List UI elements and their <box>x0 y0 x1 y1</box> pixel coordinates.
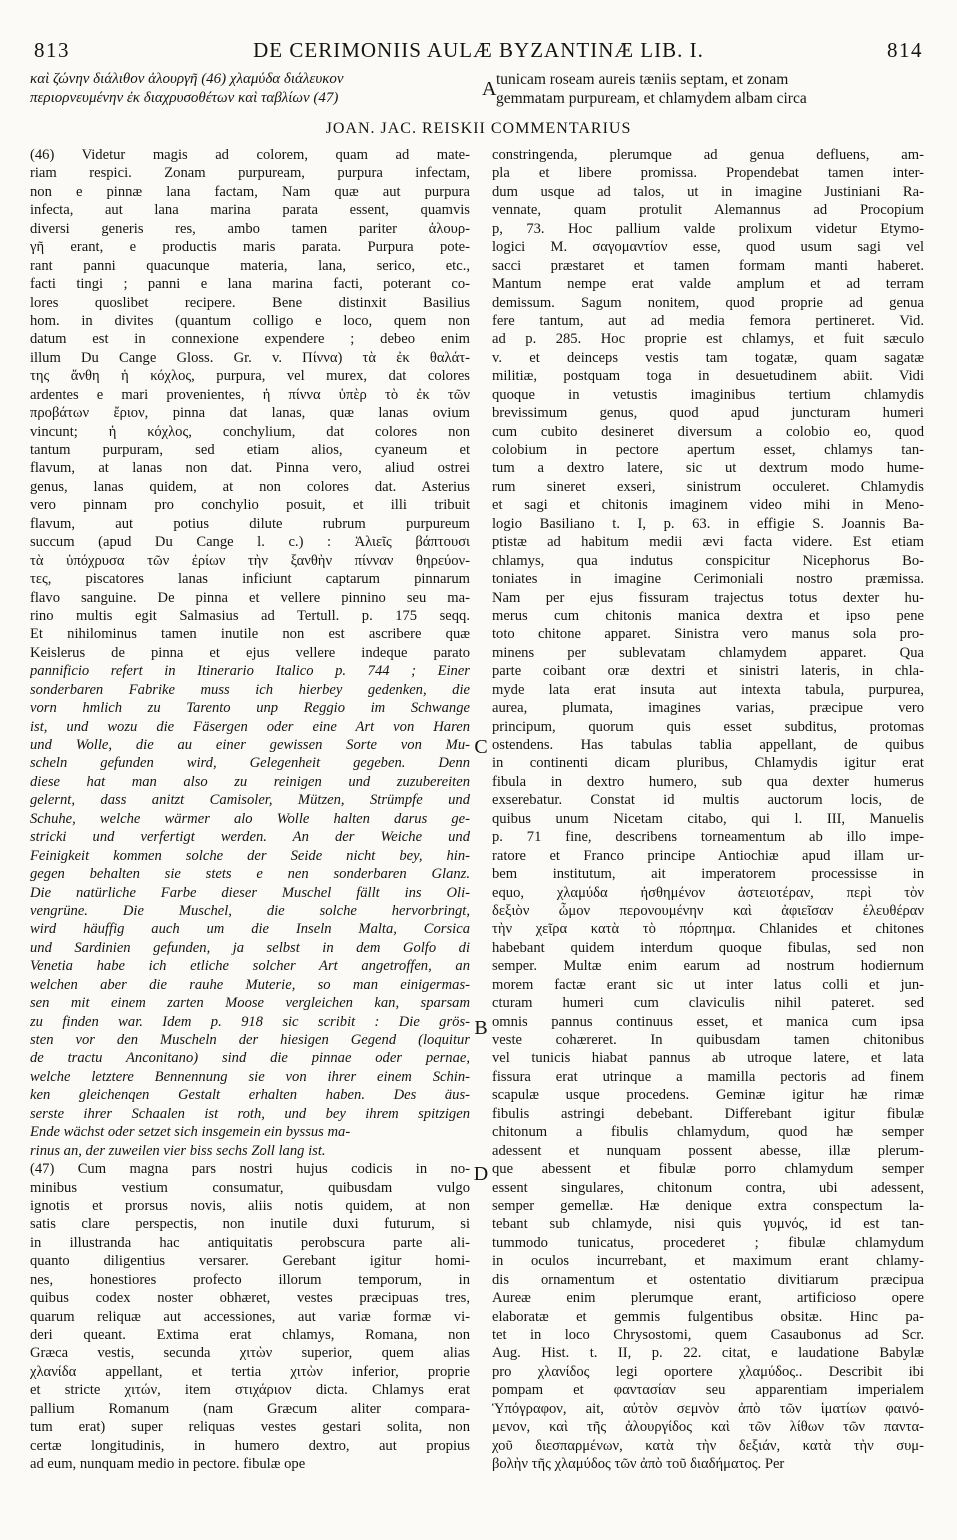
text-line: v. et deinceps vestis tam togatæ, quam sagatæ <box>492 349 924 366</box>
text-line: cum cubito desineret diversum a colobio eo, quod <box>492 423 924 440</box>
text-line: semper. Multæ enim earum ad nostrum hodiernum <box>492 958 924 975</box>
commentary-left-column <box>30 146 470 1474</box>
text-line: scapulæ usque procedens. Geminæ igitur hæ rimæ <box>492 1087 924 1104</box>
text-line: riam respici. Zonam purpuream, purpura infectam, <box>30 165 470 182</box>
text-line: serste ihrer Schaalen ist roth, und bey ihrem spitzigen <box>30 1105 470 1122</box>
text-line: semper gemellæ. Hæ denique extra conspectum la- <box>492 1197 924 1214</box>
text-line: tum a dextro latere, sic ut dextrum modo hume- <box>492 460 924 477</box>
text-line: welche letztere Bennennung sie von ihrer einem Schin- <box>30 1068 470 1085</box>
margin-letter-b: B <box>474 1017 488 1039</box>
text-line: in oculos incurrebant, et maximum erant chlamy- <box>492 1253 924 1270</box>
text-line: της ἄνθη ἡ κόχλος, purpura, vel murex, dat colores <box>30 368 470 385</box>
text-line: merus cum chitonis manica dextra et ipso pene <box>492 607 924 624</box>
text-line: und Sardinien gefunden, ja selbst in dem Golfo di <box>30 939 470 956</box>
text-line: τες, piscatores lanas inficiunt captarum pinnarum <box>30 571 470 588</box>
text-line: vengrüne. Die Muschel, die solche hervorbringt, <box>30 902 470 919</box>
text-line: προβάτων ἔριον, pinna dat lanas, quæ lanas ovium <box>30 405 470 422</box>
text-line: non e pinnæ lana factam, Nam quæ aut purpura <box>30 183 470 200</box>
text-line: bem institutum, ait imperatorem processisse in <box>492 866 924 883</box>
text-line: essent singulares, chitonum contra, ubi adessent, <box>492 1179 924 1196</box>
text-line: ad eum, nunquam medio in pectore. fibulæ ope <box>30 1456 306 1473</box>
text-line: Ὑπόγραφον, ait, αὐτὸν σεμνὸν ἀπὸ τῶν ἱματίων φαινό- <box>492 1400 924 1417</box>
text-line: (47) Cum magna pars nostri hujus codicis in no- <box>30 1161 470 1178</box>
text-line: fibula in dextro humero, sub qua dexter humerus <box>492 773 924 790</box>
text-line: exserebatur. Constat id multis auctorum locis, de <box>492 792 924 809</box>
text-line: pla et libere promissa. Propendebat tamen inter- <box>492 165 924 182</box>
text-line: χοῦ διεσπαρμένων, κατὰ τὴν δεξιάν, κατὰ τὴν συμ- <box>492 1437 924 1454</box>
text-line: wird häuffig auch um die Inseln Malta, Corsica <box>30 921 470 938</box>
text-line: gegen behalten sie stets e nen sonderbaren Glanz. <box>30 866 470 883</box>
text-line: sten vor den Muscheln der hiesigen Gegend (loquitur <box>30 1032 470 1048</box>
text-line: nes, honestiores profecto illorum temporum, in <box>30 1271 470 1288</box>
text-line: δεξιὸν ὦμον περονουμένην καὶ ἀφιεῖσαν ἐλευθέραν <box>492 902 924 919</box>
text-line: demissum. Sagum nonitem, quod proprie ad genua <box>492 294 924 311</box>
text-line: gelernt, dass anitzt Camisoler, Mützen, Strümpfe und <box>30 792 470 809</box>
text-line: quanto diligentius versarer. Gerebant igitur homi- <box>30 1253 470 1270</box>
text-line: ignotis et prorsus novis, aliis notis quidem, at non <box>30 1197 470 1214</box>
text-line: parte coibant oræ dextri et sinistri lateris, in chla- <box>492 663 924 680</box>
text-line: Mantum nempe erat valde amplum et ad terram <box>492 276 924 293</box>
text-line: tantum purpuram, sed etiam alios, cyaneum et <box>30 442 470 458</box>
text-line: principum, quorum quis esset subditus, protomas <box>492 718 924 735</box>
text-line: minibus vestium consumatur, quibusdam vulgo <box>30 1179 470 1196</box>
text-line: tummodo tunicatus, procederet ; fibulæ chlamydum <box>492 1234 924 1251</box>
text-line: dum usque ad talos, ut in imagine Justiniani Ra- <box>492 183 924 200</box>
running-head <box>34 38 923 63</box>
text-line: aurea, plumata, imagines varias, præcipue vero <box>492 700 924 717</box>
text-line: morem factæ erant sic ut inter latus colli et jun- <box>492 976 924 993</box>
text-line: pallium Romanum (nam Græcum aliter compara- <box>30 1400 470 1417</box>
text-line: et sagi et chitonis imaginem video mihi in Meno- <box>492 497 924 514</box>
text-line: μενον, καὶ τῆς ἀλουργίδος καὶ τῶν λίθων τῶν παντα- <box>492 1419 924 1436</box>
latin-translation-line-2: gemmatam purpuream, et chlamydem albam circa <box>496 90 807 107</box>
text-line: Keislerus de pinna et ejus vellere indeque parato <box>30 644 470 661</box>
text-line: colobium in pectore apertum esset, chlamys tan- <box>492 442 924 458</box>
text-line: und Wolle, die au einer gewissen Sorte von Mu- <box>30 737 470 753</box>
page-number-left: 813 <box>34 38 70 62</box>
text-line: quibus codex noster obhæret, vestes præcipuas tres, <box>30 1290 470 1307</box>
text-line: τὰ ὑπόχρυσα τῶν ἐρίων τὴν ξανθὴν πίνναν θηρεύον- <box>30 552 470 569</box>
text-line: pannificio refert in Itinerario Italico p. 744 ; Einer <box>30 663 470 680</box>
text-line: diese hat man also zu reinigen und zuzubereiten <box>30 773 470 790</box>
text-line: elaboratæ et gemmis fulgentibus obsitæ. Hinc pa- <box>492 1308 924 1325</box>
text-line: chlamys, qua indutus conspicitur Nicephorus Bo- <box>492 552 924 569</box>
text-line: omnis pannus continuus esset, et manica cum ipsa <box>492 1013 924 1030</box>
text-line: vero pinnam pro conchylio posuit, et illi tribuit <box>30 497 470 514</box>
text-line: vennate, quam protulit Alemannus ad Procopium <box>492 202 924 219</box>
text-line: stricki und verfertigt werden. An der Weiche und <box>30 829 470 846</box>
text-line: vincunt; ἡ κόχλος, conchylium, dat colores non <box>30 423 470 440</box>
text-line: tet in loco Chrysostomi, quem Casaubonus ad Scr. <box>492 1327 924 1343</box>
text-line: logici M. σαγομαντίον esse, quod usum sagi vel <box>492 239 924 256</box>
text-line: sacci præstaret et tamen formam manti haberet. <box>492 257 924 274</box>
text-line: Et nihilominus tamen inutile non est ascribere quæ <box>30 626 470 643</box>
text-line: succum (apud Du Cange l. c.) : Ἁλιεῖς βάπτουσι <box>30 534 470 551</box>
text-line: flavum, at lanas non dat. Pinna vero, aliud ostrei <box>30 460 470 477</box>
text-line: fibulis astringi debebant. Differebant igitur fibulæ <box>492 1105 924 1122</box>
page-title: DE CERIMONIIS AULÆ BYZANTINÆ LIB. I. <box>253 38 704 62</box>
text-line: Die natürliche Farbe dieser Muschel fällt ins Oli- <box>30 884 470 901</box>
margin-letter-c: C <box>474 736 488 758</box>
latin-translation-line-1: tunicam roseam aureis tæniis septam, et zonam <box>496 71 789 88</box>
text-line: adessent et nunquam possent abesse, illæ plerum- <box>492 1142 924 1159</box>
text-line: pompam et φαντασίαν seu apparentiam imperialem <box>492 1382 924 1399</box>
text-line: tum erat) super reliquas vestes gestari solita, non <box>30 1419 470 1436</box>
text-line: et stricte χιτών, item στιχάριον dicta. Chlamys erat <box>30 1382 470 1399</box>
text-line: quibus unum Nicetam citabo, qui l. III, Manuelis <box>492 810 924 827</box>
text-line: ardentes e mari provenientes, ἡ πίννα ὑπὲρ τὸ ἐκ τῶν <box>30 386 470 403</box>
text-line: vorn hmlich zu Tarento unp Reggio im Schwange <box>30 700 470 717</box>
text-line: Feinigkeit kommen solche der Seide nicht bey, hin- <box>30 847 470 864</box>
text-line: rino multis egit Salmasius ad Tertull. p. 175 seqq. <box>30 607 470 624</box>
text-line: myde lata erat insuta aut intexta tabula, purpurea, <box>492 681 924 698</box>
text-line: lores quoslibet recipere. Bene distinxit Basilius <box>30 294 470 311</box>
text-line: scheln gefunden wird, Gelegenheit gegeben. Denn <box>30 755 470 772</box>
text-line: quoque in vetustis imaginibus tertium chlamydis <box>492 386 924 403</box>
text-line: brevissimum genus, quod apud juncturam humeri <box>492 405 924 422</box>
commentary-heading: JOAN. JAC. REISKII COMMENTARIUS <box>325 120 632 137</box>
text-line: Schuhe, welche wärmer alo Wolle halten darus ge- <box>30 810 470 827</box>
text-line: hom. in divites (quantum colligo e loco, quem non <box>30 312 470 329</box>
text-line: Aug. Hist. t. II, p. 22. citat, e laudatione Babylæ <box>492 1345 924 1362</box>
margin-letter-a: A <box>482 78 497 100</box>
text-line: Nam per ejus fissuram trajectus totus dexter hu- <box>492 589 924 606</box>
text-line: ostendens. Has tabulas tablia appellant, de quibus <box>492 737 924 753</box>
text-line: deri queant. Extima erat chlamys, Romana, non <box>30 1327 470 1343</box>
greek-text-line-2: περιορνευμένην ἐκ διαχρυσοθέτων καὶ ταβλίων (47) <box>30 90 339 106</box>
text-line: tebant sub chlamyde, nisi quis γυμνός, id est tan- <box>492 1216 924 1233</box>
commentary-right-column <box>492 146 924 1474</box>
page-number-right: 814 <box>886 38 923 62</box>
text-line: dis ornamentum et ostentatio divitiarum præcipua <box>492 1271 924 1288</box>
text-line: toto chitone apparet. Sinistra vero manus sola pro- <box>492 626 924 643</box>
text-line: ad p. 285. Hoc proprie est chlamys, et fuit sæculo <box>492 331 924 348</box>
text-line: ken gleichenqen Gestalt erhalten haben. Des äus- <box>30 1087 470 1104</box>
text-line: certæ longitudinis, in humero dextro, aut propius <box>30 1437 470 1454</box>
text-line: cturam humeri cum claviculis nihil pateret. sed <box>492 995 924 1012</box>
text-line: ist, und wozu die Fäsergen oder eine Art von Haren <box>30 718 470 735</box>
text-line: chitonum a fibulis chlamydum, quod hæ semper <box>492 1124 924 1141</box>
margin-letter-d: D <box>473 1163 489 1185</box>
text-line: zu finden war. Idem p. 918 sic scribit : Die grös- <box>30 1013 470 1030</box>
text-line: τὴν χεῖρα κατὰ τὸ πόρπημα. Chlanides et chitones <box>492 921 924 938</box>
text-line: flavo sanguine. De pinna et vellere pinnino seu ma- <box>30 589 470 606</box>
text-line: fere tantum, aut ad media femora pertineret. Vid. <box>492 312 924 329</box>
text-line: quarum reliquæ aut accessiones, aut variæ formæ vi- <box>30 1308 470 1325</box>
text-line: vel tunicis hiabat pannus ab utroque latere, et lata <box>492 1050 924 1067</box>
text-line: constringenda, plerumque ad genua defluens, am- <box>492 147 924 163</box>
text-line: de tractu Anconitano) sind die pinnae oder pernae, <box>30 1050 470 1067</box>
text-line: habebant quidem interdum quoque fibulas, sed non <box>492 939 924 956</box>
text-line: ptistæ ad habitum medii ævi facta videre. Est etiam <box>492 534 924 551</box>
text-line: datum est in connexione expendere ; debeo enim <box>30 331 470 348</box>
text-line: genus, lanas quidem, at non colores dat. Asterius <box>30 478 470 495</box>
text-line: χλανίδα appellant, et tertia χιτὼν inferior, proprie <box>30 1363 470 1380</box>
text-line: que abessent et fibulæ porro chlamydum semper <box>492 1161 924 1178</box>
text-line: rinus an, der zuweilen vier biss sechs Zoll lang ist. <box>30 1142 326 1159</box>
text-line: veste cohæreret. In quibusdam tamen chitonibus <box>492 1032 924 1048</box>
text-line: Ende wächst oder setzet sich insgemein ein byssus ma- <box>30 1124 351 1141</box>
text-line: p, 73. Hoc pallium valde prolixum videtur Etymo- <box>492 220 924 237</box>
text-line: militiæ, postquam toga in desuetudinem abiit. Vidi <box>492 368 924 385</box>
text-line: p. 71 fine, describens torneamentum ab illo impe- <box>492 829 924 846</box>
text-line: illum Du Cange Gloss. Gr. v. Πίννα) τὰ ἐκ θαλάτ- <box>30 349 470 366</box>
text-line: rant panni quacunque materia, lana, serico, etc., <box>30 257 470 274</box>
text-line: welchen aber die rauhe Muterie, so man einigermas- <box>30 976 470 993</box>
text-line: infecta, aut lana marina parata essent, quamvis <box>30 202 470 219</box>
text-line: Venetia habe ich etliche solcher Art angetroffen, an <box>30 958 470 975</box>
text-line: Aureæ enim plerumque erant, artificioso opere <box>492 1290 924 1307</box>
text-line: Græca vestis, secunda χιτὼν superior, quem alias <box>30 1345 470 1362</box>
text-line: rum sineret exseri, sinistrum occuleret. Chlamydis <box>492 478 924 495</box>
text-line: equo, χλαμύδα ἠσθημένον ἀστειοτέραν, περὶ τὸν <box>492 884 924 901</box>
text-line: logio Basiliano t. I, p. 63. in effigie S. Joannis Ba- <box>492 515 924 532</box>
text-line: in continenti dicam pluribus, Chlamydis igitur erat <box>492 755 924 772</box>
text-line: minens per sublevatam chlamydem apparet. Qua <box>492 644 924 661</box>
text-line: fissura erat utrinque a mamilla pectoris ad finem <box>492 1068 924 1085</box>
text-line: sen mit einem zarten Moose vergleichen kan, sparsam <box>30 995 470 1012</box>
text-line: βολὴν τῆς χλαμύδος τῶν ἀπὸ τοῦ διαδήματος. Per <box>492 1456 785 1473</box>
text-line: pro χλανίδος legi oportere χλαμύδος.. Describit ibi <box>492 1363 924 1380</box>
greek-text-line-1: καὶ ζώνην διάλιθον ἀλουργῆ (46) χλαμύδα διάλευκον <box>30 71 344 87</box>
text-line: ratore et Franco principe Antiochiæ apud illam ur- <box>492 847 924 864</box>
text-line: γῆ erant, e productis maris parata. Purpura pote- <box>30 239 470 256</box>
text-line: toniates in imagine Cerimoniali nostro præmissa. <box>492 571 924 588</box>
text-line: in illustranda hac antiquitatis perobscura parte ali- <box>30 1234 470 1251</box>
text-line: (46) Videtur magis ad colorem, quam ad mate- <box>30 147 470 163</box>
text-line: sonderbaren Fabrike muss ich hierbey gedenken, die <box>30 681 470 698</box>
text-line: satis clare perspectis, non inutile duxi futurum, si <box>30 1216 470 1233</box>
text-line: flavum, aut potius dilute rubrum purpureum <box>30 515 470 532</box>
text-line: facti tingi ; panni e lana marina facti, poterant co- <box>30 276 470 293</box>
edition-text <box>30 70 923 108</box>
text-line: diversi generis res, ambo tamen pariter ἀλουρ- <box>30 220 470 237</box>
